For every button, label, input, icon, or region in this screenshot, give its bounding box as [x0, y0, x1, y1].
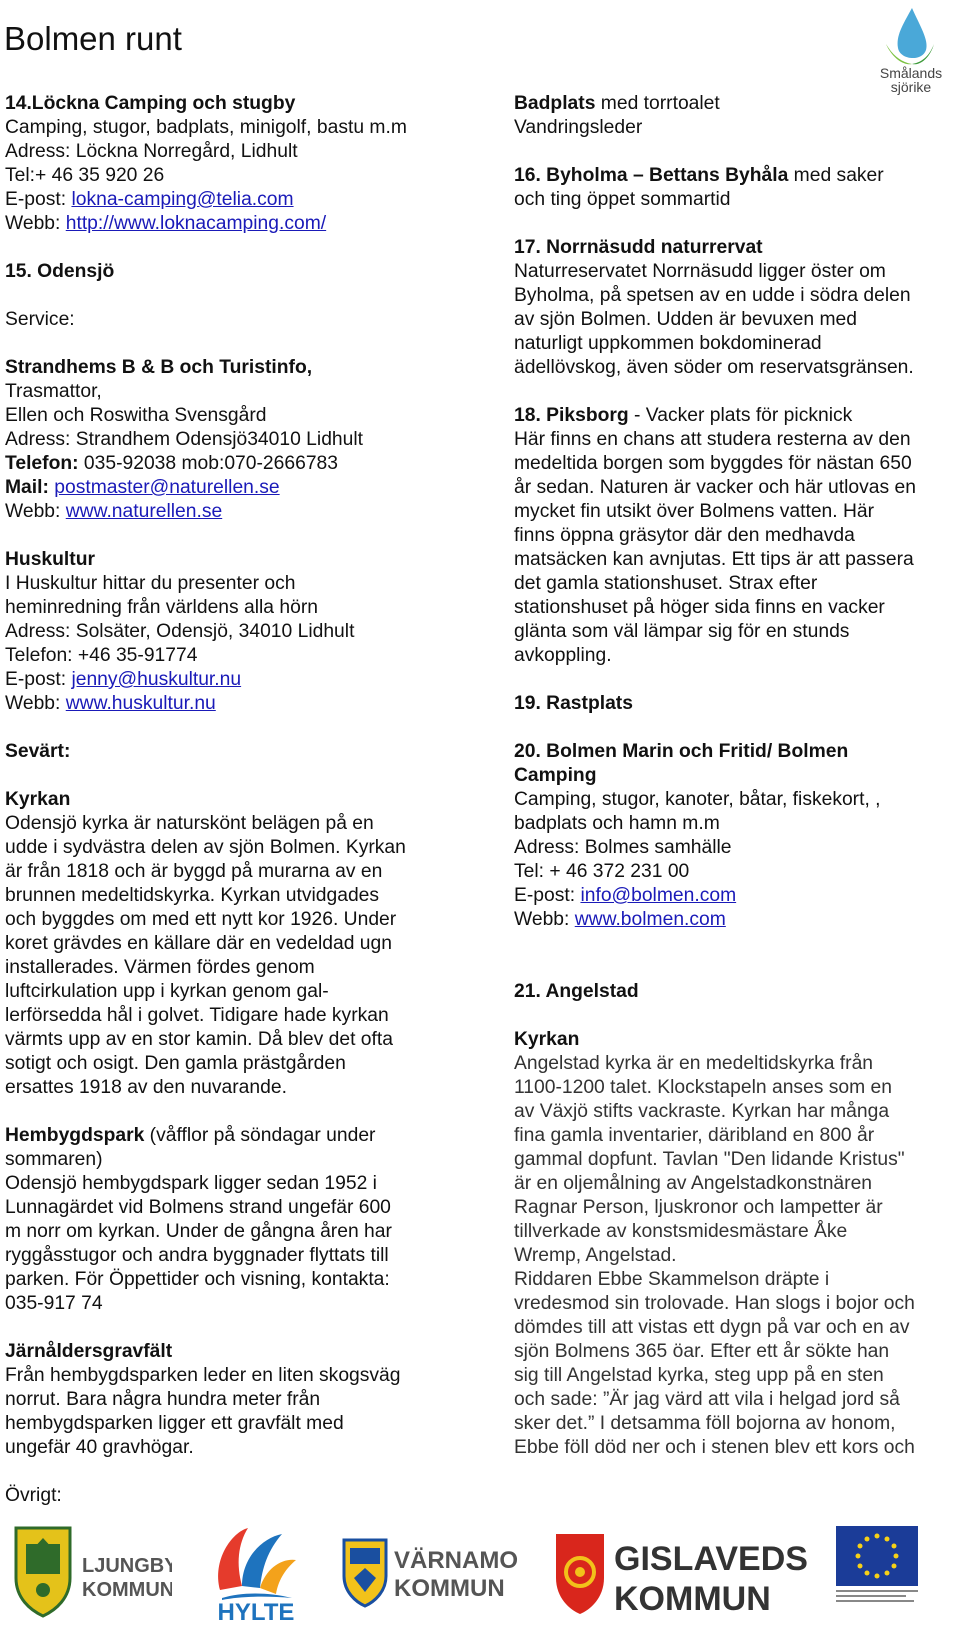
- section-21-heading: 21. Angelstad: [514, 981, 639, 1002]
- left-column: [5, 92, 475, 1508]
- text-line: I Huskultur hittar du presenter och: [5, 573, 296, 594]
- text-line: sjön Bolmens 365 öar. Efter ett år sökte han: [514, 1341, 890, 1362]
- text-line: sommaren): [5, 1149, 103, 1170]
- text-line: gammal dopfunt. Tavlan "Den lidande Kristus": [514, 1149, 905, 1170]
- text-line: norrut. Bara några hundra meter från: [5, 1389, 321, 1410]
- text-line: hembygdsparken ligger ett gravfält med: [5, 1413, 344, 1434]
- svg-text:KOMMUN: KOMMUN: [614, 1580, 771, 1618]
- badplats-label: Badplats: [514, 93, 596, 114]
- section-18-heading: 18. Piksborg: [514, 405, 629, 426]
- footer-logos: [0, 1520, 960, 1628]
- text-line: ersattes 1918 av den nuvarande.: [5, 1077, 287, 1098]
- gislaveds-kommun-logo: [554, 1528, 822, 1620]
- phone-label: Telefon:: [5, 453, 79, 474]
- text-line: stationshuset på höger sida finns en vacker: [514, 597, 885, 618]
- ljungby-kommun-logo: [12, 1524, 172, 1620]
- section-20-heading-cont: Camping: [514, 765, 597, 786]
- text-line: värmts upp av en stor kamin. Då blev det ofta: [5, 1029, 393, 1050]
- svg-text:sjörike: sjörike: [890, 79, 932, 95]
- text-line: och byggdes om med ett nytt kor 1926. Under: [5, 909, 397, 930]
- text-line: mycket fin utsikt över Bolmens vatten. Här: [514, 501, 875, 522]
- text-line: avkoppling.: [514, 645, 612, 666]
- text-line: matsäcken kan avnjutas. Ett tips är att passera: [514, 549, 914, 570]
- web-label: Webb:: [5, 693, 66, 714]
- text-line: dömdes till att vistas ett dygn på var och en av: [514, 1317, 910, 1338]
- kyrkan-heading: Kyrkan: [514, 1029, 580, 1050]
- text-line: naturligt uppkommen bokdominerad: [514, 333, 822, 354]
- huskultur-heading: Huskultur: [5, 549, 95, 570]
- section-16-heading: 16. Byholma – Bettans Byhåla: [514, 165, 789, 186]
- text-line: luftcirkulation upp i kyrkan genom gal-: [5, 981, 329, 1002]
- text-line: Från hembygdsparken leder en liten skogsväg: [5, 1365, 401, 1386]
- text-line: Camping, stugor, kanoter, båtar, fiskekort, ,: [514, 789, 881, 810]
- email-link[interactable]: jenny@huskultur.nu: [71, 669, 242, 690]
- text-line: Adress: Bolmes samhälle: [514, 837, 732, 858]
- web-link[interactable]: www.huskultur.nu: [65, 693, 216, 714]
- kyrkan-heading: Kyrkan: [5, 789, 71, 810]
- svg-text:GISLAVEDS: GISLAVEDS: [614, 1540, 808, 1578]
- text-line: Wremp, Angelstad.: [514, 1245, 677, 1266]
- text-line: tillverkade av konstsmidesmästare Åke: [514, 1221, 848, 1242]
- text-line: sker det.” I detsamma föll bojorna av honom,: [514, 1413, 896, 1434]
- text-line: heminredning från världens alla hörn: [5, 597, 318, 618]
- svg-text:Smålands: Smålands: [879, 65, 943, 81]
- text-line: 035-917 74: [5, 1293, 103, 1314]
- text-line: Tel: + 46 372 231 00: [514, 861, 690, 882]
- text-line: Adress: Solsäter, Odensjö, 34010 Lidhult: [5, 621, 355, 642]
- eu-flag-logo: [834, 1524, 922, 1608]
- email-label: E-post:: [514, 885, 581, 906]
- ovrigt-heading: Övrigt:: [5, 1485, 62, 1506]
- text-line: udde i sydvästra delen av sjön Bolmen. Kyrkan: [5, 837, 406, 858]
- text-line: med torrtoalet: [595, 93, 720, 114]
- email-link[interactable]: postmaster@naturellen.se: [54, 477, 280, 498]
- web-label: Webb:: [514, 909, 575, 930]
- text-line: är en oljemålning av Angelstadkonstnären: [514, 1173, 873, 1194]
- text-line: installerades. Värmen fördes genom: [5, 957, 315, 978]
- text-line: med saker: [788, 165, 884, 186]
- text-line: Odensjö kyrka är naturskönt belägen på en: [5, 813, 374, 834]
- text-line: är från 1818 och är byggd på murarna av en: [5, 861, 383, 882]
- varnamo-kommun-logo: [342, 1534, 518, 1610]
- text-line: Vandringsleder: [514, 117, 643, 138]
- section-14-heading: 14.Löckna Camping och stugby: [5, 93, 296, 114]
- text-line: av Växjö stifts vackraste. Kyrkan har många: [514, 1101, 890, 1122]
- web-link[interactable]: www.naturellen.se: [65, 501, 223, 522]
- web-label: Webb:: [5, 213, 66, 234]
- text-line: Lunnagärdet vid Bolmens strand ungefär 600: [5, 1197, 391, 1218]
- text-line: m norr om kyrkan. Under de gångna åren har: [5, 1221, 392, 1242]
- text-line: Adress: Strandhem Odensjö34010 Lidhult: [5, 429, 364, 450]
- text-line: lerförsedda hål i golvet. Tidigare hade kyrkan: [5, 1005, 389, 1026]
- text-line: och sade: ”Är jag värd att vila i helgad jord så: [514, 1389, 900, 1410]
- web-link[interactable]: www.bolmen.com: [574, 909, 726, 930]
- text-line: Trasmattor,: [5, 381, 102, 402]
- section-15-heading: 15. Odensjö: [5, 261, 115, 282]
- text-line: Ebbe föll död ner och i stenen blev ett kors och: [514, 1437, 915, 1458]
- right-column: [514, 92, 954, 1460]
- text-line: sotigt och osigt. Den gamla prästgården: [5, 1053, 346, 1074]
- text-line: Angelstad kyrka är en medeltidskyrka från: [514, 1053, 874, 1074]
- text-line: koret grävdes en källare där en vedeldad ugn: [5, 933, 392, 954]
- svg-text:VÄRNAMO: VÄRNAMO: [394, 1547, 518, 1574]
- strandhems-heading: Strandhems B & B och Turistinfo,: [5, 357, 313, 378]
- text-line: Ragnar Person, ljuskronor och lampetter är: [514, 1197, 883, 1218]
- text-line: sig till Angelstad kyrka, steg upp på en sten: [514, 1365, 884, 1386]
- section-20-heading: 20. Bolmen Marin och Fritid/ Bolmen: [514, 741, 849, 762]
- text-line: Riddaren Ebbe Skammelson dräpte i: [514, 1269, 830, 1290]
- svg-text:LJUNGBY: LJUNGBY: [82, 1555, 172, 1577]
- email-label: E-post:: [5, 189, 72, 210]
- text-line: Ellen och Roswitha Svensgård: [5, 405, 267, 426]
- text-line: Telefon: +46 35-91774: [5, 645, 198, 666]
- text-line: Byholma, på spetsen av en udde i södra delen: [514, 285, 911, 306]
- text-line: Här finns en chans att studera resterna av den: [514, 429, 911, 450]
- jarnaldersgravfalt-heading: Järnåldersgravfält: [5, 1341, 173, 1362]
- svg-text:KOMMUN: KOMMUN: [394, 1575, 505, 1602]
- text-line: vredesmod sin trolovade. Han slogs i bojor och: [514, 1293, 915, 1314]
- text-line: finns öppna gräsytor där den medhavda: [514, 525, 855, 546]
- text-line: badplats och hamn m.m: [514, 813, 720, 834]
- service-heading: Service:: [5, 309, 75, 330]
- text-line: brunnen medeltidskyrka. Kyrkan utvidgades: [5, 885, 380, 906]
- email-link[interactable]: lokna-camping@telia.com: [71, 189, 294, 210]
- smalands-sjorike-logo: [868, 4, 954, 96]
- web-link[interactable]: http://www.loknacamping.com/: [65, 213, 327, 234]
- text-line: parken. För Öppettider och visning, kontakta:: [5, 1269, 390, 1290]
- text-line: glänta som väl lämpar sig för en stunds: [514, 621, 850, 642]
- text-line: av sjön Bolmen. Udden är bevuxen med: [514, 309, 857, 330]
- phone-value: 035-92038 mob:070-2666783: [78, 453, 338, 474]
- text-line: ädellövskog, även söder om reservatsgränsen.: [514, 357, 914, 378]
- text-line: fina gamla inventarier, däribland en 800 år: [514, 1125, 875, 1146]
- text-line: Camping, stugor, badplats, minigolf, bastu m.m: [5, 117, 407, 138]
- text-line: år sedan. Naturen är vacker och här utlovas en: [514, 477, 916, 498]
- text-line: och ting öppet sommartid: [514, 189, 731, 210]
- page-title: Bolmen runt: [4, 20, 182, 57]
- email-link[interactable]: info@bolmen.com: [580, 885, 737, 906]
- svg-text:KOMMUN: KOMMUN: [82, 1579, 172, 1601]
- hylte-logo: [202, 1520, 302, 1624]
- hembygdspark-heading: Hembygdspark: [5, 1125, 145, 1146]
- svg-text:HYLTE: HYLTE: [217, 1599, 295, 1624]
- text-line: ryggåsstugor och andra byggnader flyttats till: [5, 1245, 389, 1266]
- text-line: det gamla stationshuset. Strax efter: [514, 573, 818, 594]
- text-line: Naturreservatet Norrnäsudd ligger öster om: [514, 261, 886, 282]
- text-line: Odensjö hembygdspark ligger sedan 1952 i: [5, 1173, 377, 1194]
- text-line: Tel:+ 46 35 920 26: [5, 165, 165, 186]
- text-line: Adress: Löckna Norregård, Lidhult: [5, 141, 298, 162]
- sevart-heading: Sevärt:: [5, 741, 71, 762]
- section-19-heading: 19. Rastplats: [514, 693, 633, 714]
- email-label: E-post:: [5, 669, 72, 690]
- text-line: 1100-1200 talet. Klockstapeln anses som en: [514, 1077, 893, 1098]
- text-line: ungefär 40 gravhögar.: [5, 1437, 194, 1458]
- section-17-heading: 17. Norrnäsudd naturrervat: [514, 237, 763, 258]
- text-line: medeltida borgen som byggdes för nästan 650: [514, 453, 912, 474]
- text-line: - Vacker plats för picknick: [628, 405, 853, 426]
- web-label: Webb:: [5, 501, 66, 522]
- mail-label: Mail:: [5, 477, 49, 498]
- text-line: (våfflor på söndagar under: [144, 1125, 376, 1146]
